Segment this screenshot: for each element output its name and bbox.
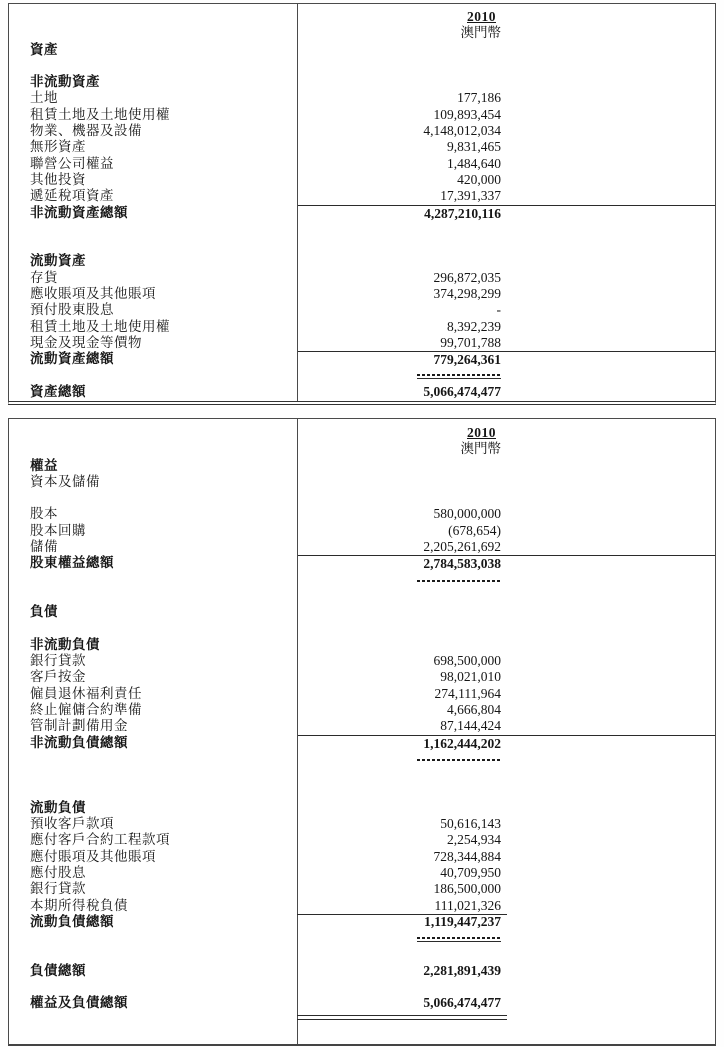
- row-value: 420,000: [457, 171, 501, 187]
- table-row-blank: [9, 221, 715, 237]
- table-row-item: [9, 107, 715, 123]
- row-label: 本期所得稅負債: [30, 897, 128, 913]
- row-label: [9, 58, 298, 74]
- table-row-item: [9, 286, 715, 302]
- table-row-item: [9, 156, 715, 172]
- row-value: 87,144,424: [440, 718, 501, 734]
- table-row-year: [9, 9, 715, 25]
- row-value: 779,264,361: [298, 351, 715, 367]
- row-value: 2,205,261,692: [423, 539, 501, 555]
- row-value: 2,784,583,038: [298, 555, 715, 571]
- row-label: 應付客戶合約工程款項: [30, 832, 170, 848]
- table-row-item: [9, 302, 715, 318]
- table-row-item: [9, 123, 715, 139]
- currency-header: 澳門幣: [460, 441, 501, 457]
- row-label: 權益及負債總額: [30, 995, 128, 1011]
- double-rule: [297, 1015, 507, 1020]
- row-label: 管制計劃備用金: [30, 718, 128, 734]
- table-row-item: [9, 523, 715, 539]
- row-value: [298, 767, 715, 783]
- row-value: 728,344,884: [433, 848, 501, 864]
- table-row-item: [9, 832, 715, 848]
- row-value: 1,484,640: [447, 155, 501, 171]
- row-label: 流動資產: [30, 253, 86, 269]
- row-value: 2,254,934: [447, 832, 501, 848]
- row-label: 終止僱傭合約準備: [30, 702, 142, 718]
- row-value: 9,831,465: [447, 139, 501, 155]
- table-row-grand: [9, 995, 715, 1011]
- table-row-section: [9, 637, 715, 653]
- equity-liabilities-table-rows: [9, 419, 715, 1028]
- row-label: 資產: [30, 41, 58, 57]
- table-row-blank: [9, 490, 715, 506]
- row-label: [9, 621, 298, 637]
- table-row-section: [9, 604, 715, 620]
- row-label: 遞延稅項資產: [30, 188, 114, 204]
- row-value: [298, 9, 715, 25]
- row-value: 8,392,239: [447, 318, 501, 334]
- table-row-total: [9, 555, 715, 571]
- row-value: [298, 604, 715, 620]
- row-label: [9, 425, 298, 441]
- table-row-total: [9, 205, 715, 221]
- table-row-section: [9, 253, 715, 269]
- table-row-total: [9, 735, 715, 751]
- table-row-item: [9, 881, 715, 897]
- table-row-item: [9, 270, 715, 286]
- row-value: [298, 1012, 715, 1028]
- row-label: 負債: [30, 604, 58, 620]
- row-label: [9, 1012, 298, 1028]
- row-value: [298, 930, 715, 946]
- row-value: [298, 368, 715, 384]
- row-value: 98,021,010: [440, 669, 501, 685]
- table-row-dashes: [9, 751, 715, 767]
- row-label: 權益: [30, 457, 58, 473]
- row-label: [9, 979, 298, 995]
- table-row-item: [9, 506, 715, 522]
- row-label: [9, 930, 298, 946]
- table-row-dashes_underline: [9, 930, 715, 946]
- row-label: 物業、機器及設備: [30, 123, 142, 139]
- row-label: 其他投資: [30, 171, 86, 187]
- table-row-blank: [9, 58, 715, 74]
- table-row-currency: [9, 25, 715, 41]
- table-row-item: [9, 865, 715, 881]
- table-row-blank: [9, 237, 715, 253]
- table-row-blank: [9, 784, 715, 800]
- year-header: 2010: [467, 9, 496, 24]
- row-value: 40,709,950: [440, 865, 501, 881]
- row-label: [9, 25, 298, 41]
- table-row-total_partial: [9, 914, 715, 930]
- table-row-item: [9, 718, 715, 734]
- dashed-separator: [417, 580, 501, 582]
- row-value: (678,654): [448, 522, 501, 538]
- row-label: 資本及儲備: [30, 473, 100, 489]
- row-label: 應付賬項及其他賬項: [30, 848, 156, 864]
- row-label: 非流動資產: [30, 74, 100, 90]
- row-label: 負債總額: [30, 962, 86, 978]
- table-row-item: [9, 139, 715, 155]
- table-row-blank: [9, 947, 715, 963]
- row-value: [298, 490, 715, 506]
- row-label: [9, 751, 298, 767]
- table-row-section: [9, 458, 715, 474]
- row-value: [298, 621, 715, 637]
- table-row-dashes: [9, 572, 715, 588]
- row-value: 4,666,804: [447, 702, 501, 718]
- table-row-item: [9, 653, 715, 669]
- row-value: [298, 572, 715, 588]
- row-value: 1,119,447,237: [298, 914, 715, 930]
- table-row-total: [9, 351, 715, 367]
- table-row-item: [9, 335, 715, 351]
- row-label: 租賃土地及土地使用權: [30, 106, 170, 122]
- row-value: 374,298,299: [433, 286, 501, 302]
- row-label: 僱員退休福利責任: [30, 685, 142, 701]
- row-label: [9, 490, 298, 506]
- row-label: 現金及現金等價物: [30, 334, 142, 350]
- row-label: 流動負債: [30, 799, 86, 815]
- row-label: 預收客戶款項: [30, 816, 114, 832]
- dashed-separator: [417, 937, 501, 942]
- row-label: 土地: [30, 90, 58, 106]
- row-value: 109,893,454: [433, 106, 501, 122]
- row-value: [298, 74, 715, 90]
- row-label: 儲備: [30, 539, 58, 555]
- table-row-item: [9, 686, 715, 702]
- dashed-separator: [417, 374, 501, 379]
- row-label: 存貨: [30, 269, 58, 285]
- row-label: 無形資產: [30, 139, 86, 155]
- row-value: 4,287,210,116: [298, 205, 715, 221]
- row-label: 股本回購: [30, 522, 86, 538]
- table-row-item: [9, 474, 715, 490]
- row-value: -: [496, 302, 501, 318]
- table-row-item: [9, 90, 715, 106]
- row-label: 銀行貸款: [30, 881, 86, 897]
- table-row-section: [9, 42, 715, 58]
- row-label: 應付股息: [30, 865, 86, 881]
- row-value: 5,066,474,477: [423, 383, 501, 399]
- row-label: 非流動負債: [30, 636, 100, 652]
- row-value: 186,500,000: [433, 881, 501, 897]
- row-label: 應收賬項及其他賬項: [30, 286, 156, 302]
- row-value: 4,148,012,034: [423, 123, 501, 139]
- row-value: 296,872,035: [433, 269, 501, 285]
- table-row-item: [9, 849, 715, 865]
- row-label: [9, 368, 298, 384]
- row-value: 177,186: [457, 90, 501, 106]
- row-label: 資產總額: [30, 383, 86, 399]
- row-value: 5,066,474,477: [423, 995, 501, 1011]
- table-row-item: [9, 702, 715, 718]
- table-row-currency: [9, 441, 715, 457]
- row-label: [9, 9, 298, 25]
- row-label: 非流動負債總額: [30, 734, 128, 750]
- row-value: [298, 237, 715, 253]
- row-label: 租賃土地及土地使用權: [30, 318, 170, 334]
- row-label: [9, 237, 298, 253]
- row-label: 流動資產總額: [30, 351, 114, 367]
- table-row-blank: [9, 621, 715, 637]
- row-value: 99,701,788: [440, 334, 501, 350]
- table-row-blank: [9, 588, 715, 604]
- row-label: 聯營公司權益: [30, 155, 114, 171]
- assets-table-rows: [9, 4, 715, 400]
- row-label: 股東權益總額: [30, 555, 114, 571]
- row-label: [9, 588, 298, 604]
- row-value: [298, 474, 715, 490]
- equity-and-liabilities-table: [8, 418, 716, 1046]
- row-value: 17,391,337: [440, 188, 501, 204]
- row-value: [298, 588, 715, 604]
- row-label: [9, 221, 298, 237]
- row-label: [9, 441, 298, 457]
- row-label: 非流動資產總額: [30, 204, 128, 220]
- row-label: 客戶按金: [30, 669, 86, 685]
- table-row-item: [9, 319, 715, 335]
- dashed-separator: [417, 759, 501, 761]
- row-value: [298, 800, 715, 816]
- row-value: [298, 253, 715, 269]
- row-value: 274,111,964: [434, 685, 501, 701]
- row-value: [298, 947, 715, 963]
- table-row-blank: [9, 979, 715, 995]
- row-value: 1,162,444,202: [298, 735, 715, 751]
- row-label: [9, 572, 298, 588]
- table-row-grand: [9, 963, 715, 979]
- table-row-dashes_underline: [9, 368, 715, 384]
- dash-line: [417, 937, 501, 939]
- row-value: [298, 637, 715, 653]
- table-row-double_rule: [9, 1012, 715, 1028]
- dash-line: [417, 759, 501, 761]
- table-row-item: [9, 669, 715, 685]
- row-label: 股本: [30, 506, 58, 522]
- row-value: 111,021,326: [434, 897, 501, 913]
- currency-header: 澳門幣: [460, 25, 501, 41]
- row-label: 銀行貸款: [30, 653, 86, 669]
- row-value: [298, 784, 715, 800]
- table-row-item: [9, 188, 715, 204]
- row-value: 580,000,000: [433, 506, 501, 522]
- row-value: [298, 979, 715, 995]
- table-row-year: [9, 425, 715, 441]
- table-row-blank: [9, 767, 715, 783]
- row-value: 698,500,000: [433, 653, 501, 669]
- table-row-item: [9, 816, 715, 832]
- dash-line: [417, 580, 501, 582]
- row-label: [9, 784, 298, 800]
- dash-line: [417, 374, 501, 376]
- table-row-section: [9, 800, 715, 816]
- row-label: 流動負債總額: [30, 913, 114, 929]
- table-row-item: [9, 898, 715, 914]
- row-label: 預付股東股息: [30, 302, 114, 318]
- table-row-grand: [9, 384, 715, 400]
- year-header: 2010: [467, 425, 496, 440]
- table-row-item: [9, 172, 715, 188]
- table-row-section: [9, 74, 715, 90]
- assets-table: [8, 3, 716, 405]
- row-label: [9, 947, 298, 963]
- row-value: 50,616,143: [440, 816, 501, 832]
- row-value: [298, 751, 715, 767]
- row-value: [298, 42, 715, 58]
- row-value: [298, 221, 715, 237]
- row-value: [298, 458, 715, 474]
- table-row-item: [9, 539, 715, 555]
- row-value: 2,281,891,439: [423, 962, 501, 978]
- row-value: [298, 425, 715, 441]
- row-label: [9, 767, 298, 783]
- row-value: [298, 58, 715, 74]
